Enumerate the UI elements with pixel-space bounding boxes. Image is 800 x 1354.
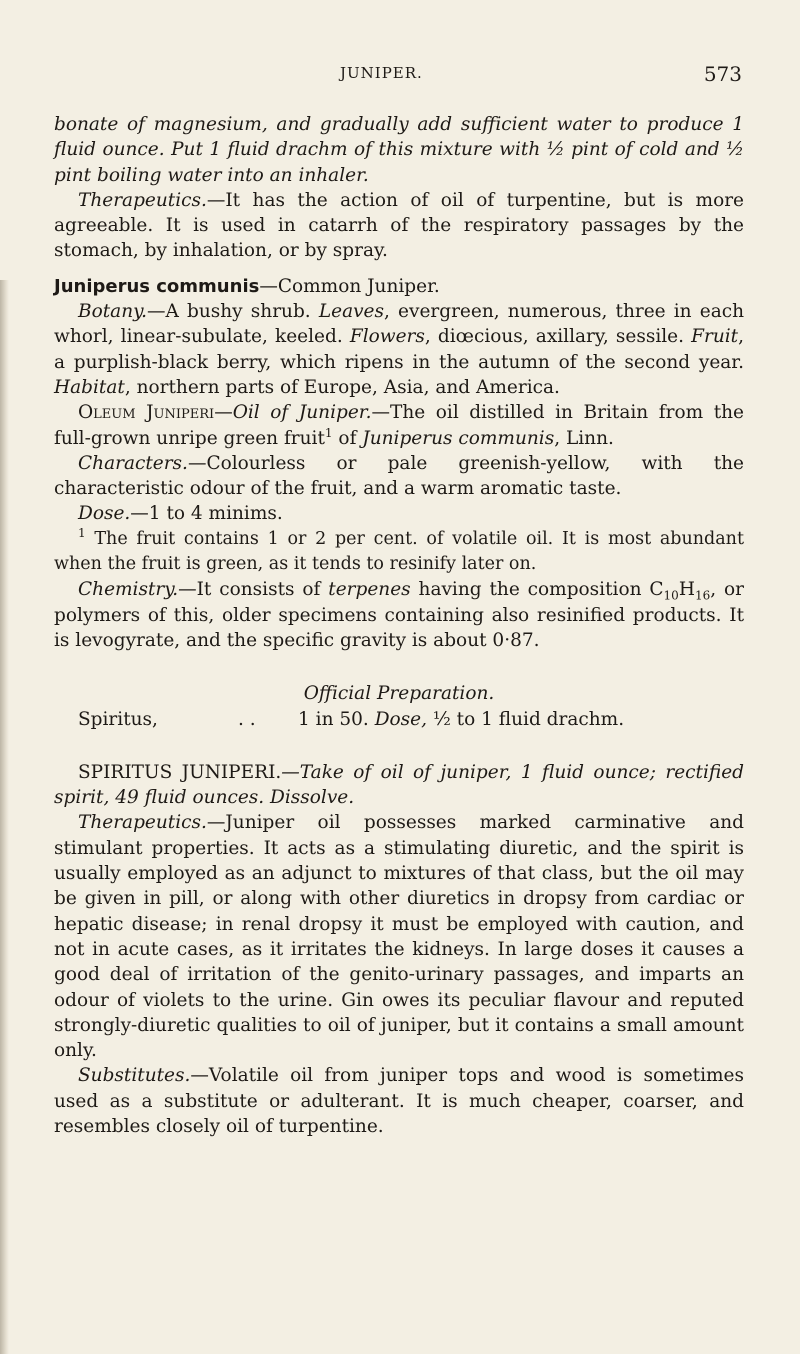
botany-paragraph: Botany.—A bushy shrub. Leaves, evergreen, numerous, three in each whorl, linear-subulate, keeled. Flowers, diœcious, axillary, sessile. Fruit, a purplish-black berry, which ripens in the autumn of the second year. Habitat, northern parts of Europe, Asia, and America.: [54, 301, 745, 398]
official-preparation-heading: Official Preparation.: [303, 683, 495, 705]
common-name: —Common Juniper.: [259, 275, 440, 297]
oleum-paragraph: Oleum Juniperi—Oil of Juniper.—The oil distilled in Britain from the full-grown unripe green fruit$^1$ of Juniperus communis, Linn.: [54, 402, 744, 449]
therapeutics-paragraph: Therapeutics.—It has the action of oil of turpentine, but is more agreeable. It is used in catarrh of the respiratory passages by the stomach, by inhalation, or by spray.: [54, 189, 744, 262]
species-name: Juniperus communis: [54, 275, 260, 297]
running-head: JUNIPER.: [340, 64, 423, 82]
characters-paragraph: Characters.—Colourless or pale greenish-yellow, with the characteristic odour of the fruit, and a warm aromatic taste.: [54, 452, 744, 500]
dose-paragraph: Dose.—1 to 4 minims.: [78, 503, 283, 525]
section-label: Therapeutics.: [78, 189, 207, 211]
continued-paragraph: bonate of magnesium, and gradually add sufficient water to produce 1 fluid ounce. Put 1 fluid drachm of this mixture with ½ pint of cold and ½ pint boiling water into an inhaler.: [54, 114, 744, 186]
therapeutics-paragraph-2: Therapeutics.—Juniper oil possesses marked carminative and stimulant properties. It acts as a stimulating diuretic, and the spirit is usually employed as an adjunct to mixtures of that class, but the oil may be given in pill, or along with other diuretics in dropsy from cardiac or hepatic disease; in renal dropsy it must be employed with caution, and not in acute cases, as it irritates the kidneys. In large doses it causes a good deal of irritation of the genito-urinary passages, and imparts an odour of violets to the urine. Gin owes its peculiar flavour and reputed strongly-diuretic qualities to oil of juniper, but it contains a small amount only.: [54, 812, 744, 1062]
preparation-row: Spiritus, . . 1 in 50. Dose, ½ to 1 fluid drachm.: [78, 708, 625, 730]
spiritus-title: SPIRITUS JUNIPERI.: [78, 761, 282, 783]
chemistry-paragraph: Chemistry.—It consists of terpenes having the composition $C_{10}H_{16}$, or polymers of this, older specimens containing also resinified products. It is levogyrate, and the specific gravity is about 0·87.: [54, 579, 744, 651]
body-text: [54, 112, 744, 1139]
footnote: $^1$ The fruit contains 1 or 2 per cent. of volatile oil. It is most abundant when the fruit is green, as it tends to resinify later on.: [54, 525, 744, 575]
species-heading: [54, 274, 744, 299]
oleum-title: Oleum Juniperi: [78, 402, 215, 424]
page-number: 573: [703, 62, 742, 86]
substitutes-paragraph: Substitutes.—Volatile oil from juniper tops and wood is sometimes used as a substitute or adulterant. It is much cheaper, coarser, and resembles closely oil of turpentine.: [54, 1065, 744, 1137]
footnote-ref: 1: [324, 425, 333, 440]
page-header: [0, 62, 800, 92]
spiritus-paragraph: SPIRITUS JUNIPERI.—Take of oil of juniper, 1 fluid ounce; rectified spirit, 49 fluid ounces. Dissolve.: [54, 761, 744, 809]
page-edge-shadow: [0, 280, 9, 1354]
